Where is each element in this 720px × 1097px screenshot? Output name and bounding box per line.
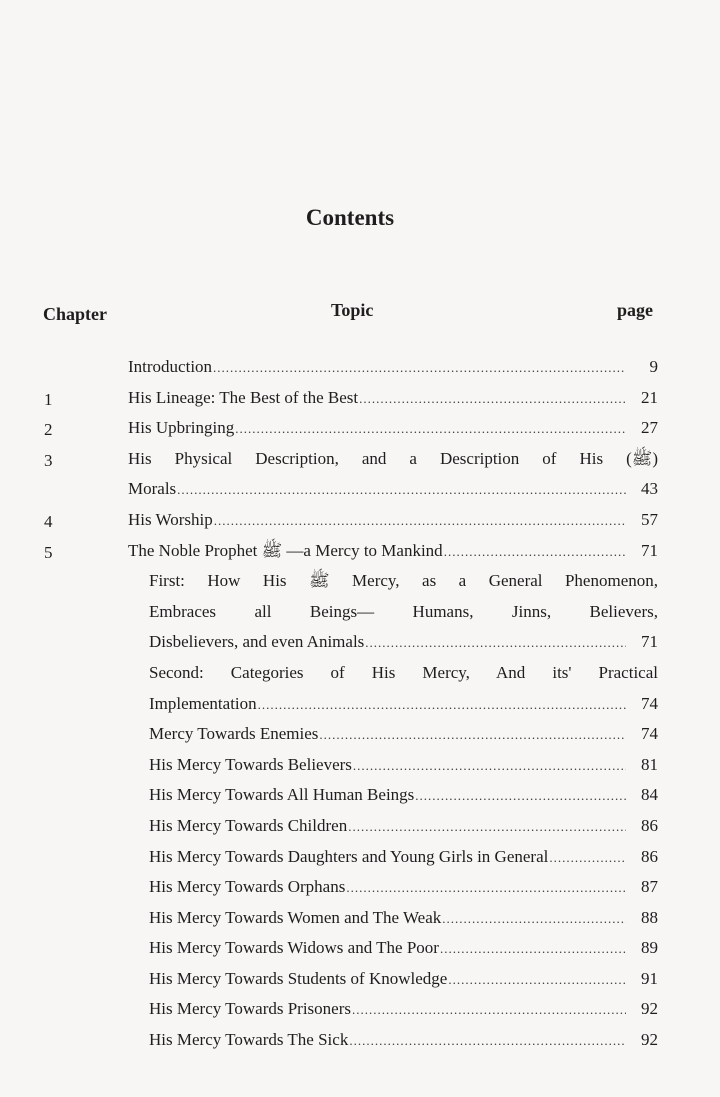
toc-entry (149, 933, 628, 964)
chapter-number: 4 (44, 511, 53, 531)
page-number: 21 (641, 387, 658, 407)
topic-label: His Mercy Towards Students of Knowledge (149, 968, 448, 988)
page-number: 84 (641, 785, 658, 805)
topic-label: His Physical Description, and a Description of His (ﷺ) (128, 448, 658, 468)
page-number: 81 (641, 754, 658, 774)
page-number: 88 (641, 907, 658, 927)
toc-entry (149, 903, 628, 934)
topic-label: Mercy Towards Enemies (149, 724, 319, 744)
dot-leader (348, 812, 626, 842)
toc-entry (128, 383, 628, 414)
toc-row (0, 352, 720, 383)
topic-label: The Noble Prophet ﷺ —a Mercy to Mankind (128, 540, 443, 560)
toc-entry (128, 505, 628, 536)
dot-leader (365, 628, 626, 658)
dot-leader (440, 934, 626, 964)
dot-leader (359, 384, 626, 414)
toc-row (0, 505, 720, 536)
topic-label: His Mercy Towards Daughters and Young Girls in General (149, 846, 549, 866)
dot-leader (177, 475, 626, 505)
topic-label: First: How His ﷺ Mercy, as a General Phenomenon, (149, 571, 658, 591)
topic-label: His Upbringing (128, 418, 235, 438)
toc-entry (149, 597, 658, 627)
toc-row (0, 842, 720, 873)
topic-label: His Mercy Towards Prisoners (149, 999, 351, 1019)
dot-leader (346, 873, 626, 903)
toc-entry (149, 1025, 628, 1056)
topic-label: His Mercy Towards Women and The Weak (149, 907, 442, 927)
toc-entry (149, 689, 628, 720)
page-number: 92 (641, 999, 658, 1019)
page-number: 43 (641, 479, 658, 499)
toc-row (0, 780, 720, 811)
dot-leader (415, 781, 626, 811)
topic-label: Morals (128, 479, 177, 499)
toc-entry (128, 352, 628, 383)
toc-row (0, 566, 720, 597)
topic-label: His Mercy Towards Widows and The Poor (149, 938, 439, 958)
toc-row (0, 413, 720, 444)
page-number: 91 (641, 968, 658, 988)
toc-row (0, 536, 720, 567)
topic-label: Second: Categories of His Mercy, And its' Practical (149, 662, 658, 682)
toc-entry (149, 658, 658, 688)
toc-entry (149, 719, 628, 750)
topic-label: His Lineage: The Best of the Best (128, 387, 359, 407)
toc-entry (149, 750, 628, 781)
topic-label: His Mercy Towards All Human Beings (149, 785, 415, 805)
toc-entry (149, 872, 628, 903)
toc-row (0, 994, 720, 1025)
chapter-number: 1 (44, 389, 53, 409)
page-title: Contents (305, 205, 395, 230)
dot-leader (549, 843, 626, 873)
chapter-number: 2 (44, 420, 53, 440)
page-number: 57 (641, 509, 658, 529)
toc-entry (149, 566, 658, 596)
chapter-number: 3 (44, 450, 53, 470)
page-number: 27 (641, 418, 658, 438)
toc-row (0, 627, 720, 658)
toc-row (0, 964, 720, 995)
toc-entry (149, 811, 628, 842)
toc-row (0, 811, 720, 842)
topic-label: His Mercy Towards Orphans (149, 877, 346, 897)
header-topic: Topic (331, 300, 374, 320)
dot-leader (448, 965, 626, 995)
toc-entry (128, 536, 628, 567)
toc-row (0, 383, 720, 414)
header-page: page (617, 300, 653, 320)
page-number: 9 (649, 357, 658, 376)
chapter-number: 5 (44, 542, 53, 562)
toc-row (0, 903, 720, 934)
table-of-contents (0, 352, 720, 1056)
page-number: 71 (641, 540, 658, 560)
topic-label: His Mercy Towards The Sick (149, 1030, 349, 1050)
toc-row (0, 719, 720, 750)
dot-leader (444, 537, 626, 567)
page-number: 92 (641, 1030, 658, 1050)
toc-row (0, 1025, 720, 1056)
toc-entry (149, 627, 628, 658)
toc-row (0, 872, 720, 903)
toc-row (0, 474, 720, 505)
dot-leader (349, 1026, 626, 1056)
page-number: 74 (641, 693, 658, 713)
page-number: 86 (641, 815, 658, 835)
toc-row (0, 750, 720, 781)
topic-label: His Worship (128, 509, 213, 529)
toc-row (0, 933, 720, 964)
dot-leader (235, 414, 626, 444)
header-chapter: Chapter (43, 304, 107, 324)
toc-entry (149, 994, 628, 1025)
page-number: 71 (641, 632, 658, 652)
toc-entry (128, 474, 628, 505)
dot-leader (258, 690, 626, 720)
topic-label: Disbelievers, and even Animals (149, 632, 365, 652)
toc-row (0, 658, 720, 689)
toc-entry (149, 780, 628, 811)
toc-entry (149, 842, 628, 873)
toc-entry (149, 964, 628, 995)
topic-label: Implementation (149, 693, 257, 713)
dot-leader (352, 995, 626, 1025)
page-number: 87 (641, 877, 658, 897)
page-number: 74 (641, 724, 658, 744)
page-number: 86 (641, 846, 658, 866)
dot-leader (442, 904, 626, 934)
topic-label: Embraces all Beings— Humans, Jinns, Believers, (149, 601, 658, 621)
dot-leader (353, 751, 626, 781)
topic-label: Introduction (128, 357, 213, 376)
toc-row (0, 597, 720, 628)
topic-label: His Mercy Towards Believers (149, 754, 352, 774)
dot-leader (213, 353, 626, 383)
page-number: 89 (641, 938, 658, 958)
toc-entry (128, 413, 628, 444)
dot-leader (319, 720, 626, 750)
toc-entry (128, 444, 658, 474)
topic-label: His Mercy Towards Children (149, 815, 348, 835)
dot-leader (214, 506, 626, 536)
toc-row (0, 444, 720, 475)
toc-row (0, 689, 720, 720)
